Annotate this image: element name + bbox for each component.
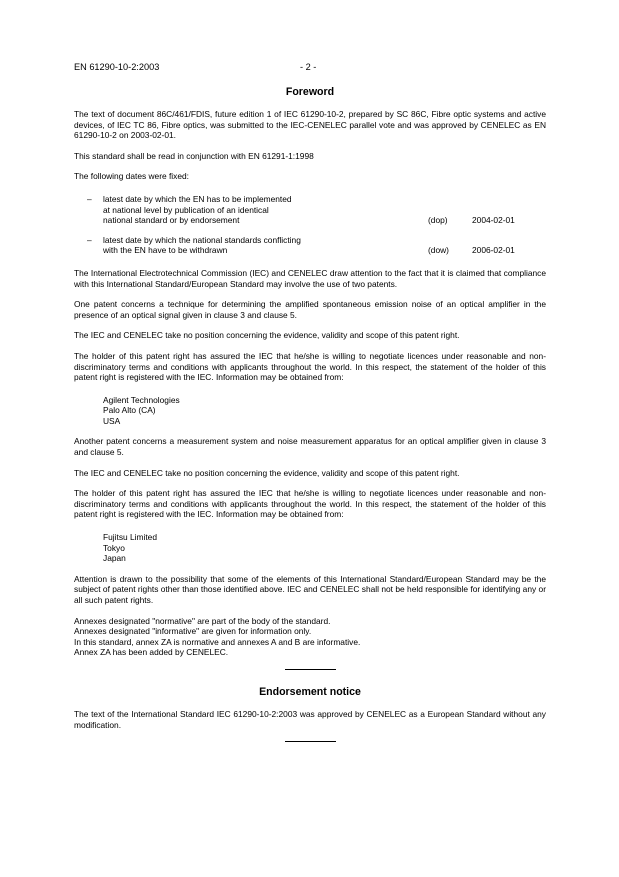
date-abbr: (dow) (428, 245, 449, 256)
address-line: Tokyo (103, 542, 125, 553)
page-header (74, 62, 546, 74)
address-line: Agilent Technologies (103, 394, 180, 405)
annex-notes (74, 616, 546, 658)
date-value: 2006-02-01 (472, 245, 515, 256)
date-item-line: at national level by publication of an identical (103, 204, 269, 215)
date-abbr: (dop) (428, 215, 448, 226)
date-item-line: latest date by which the EN has to be implemented (103, 193, 292, 204)
foreword-title: Foreword (285, 86, 335, 98)
foreword-para-3: The following dates were fixed: (74, 171, 189, 182)
page-number: - 2 - (300, 62, 317, 72)
foreword-para-10: The holder of this patent right has assured the IEC that he/she is willing to negotiate licences under reasonable and non-discriminatory terms and conditions with applicants throughout the world. In this respect, the statement of the holder of this patent right is registered with the IEC. Information may be obtained from: (74, 488, 546, 520)
foreword-para-9: The IEC and CENELEC take no position concerning the evidence, validity and scope of this patent right. (74, 467, 460, 478)
section-divider (74, 664, 546, 674)
foreword-para-7: The holder of this patent right has assured the IEC that he/she is willing to negotiate licences under reasonable and non-discriminatory terms and conditions with applicants throughout the world. In this respect, the statement of the holder of this patent right is registered with the IEC. Information may be obtained from: (74, 350, 546, 383)
list-dash: – (87, 234, 92, 245)
address-line: Japan (103, 553, 126, 564)
document-id: EN 61290-10-2:2003 (74, 62, 160, 72)
address-line: Fujitsu Limited (103, 532, 157, 543)
date-item-line: national standard or by endorsement (103, 215, 240, 226)
foreword-para-11: Attention is drawn to the possibility that some of the elements of this International Standard/European Standard may be the subject of patent rights other than those identified above. IEC and CENELEC shall not be held responsible for identifying any or all such patent rights. (74, 573, 546, 605)
annex-line: In this standard, annex ZA is normative and annexes A and B are informative. (74, 636, 361, 647)
annex-line: Annexes designated "informative" are given for information only. (74, 626, 312, 637)
date-item-line: latest date by which the national standards conflicting (103, 234, 301, 245)
date-item-line: with the EN have to be withdrawn (103, 245, 228, 256)
foreword-para-1: The text of document 86C/461/FDIS, future edition 1 of IEC 61290-10-2, prepared by SC 86C, Fibre optic systems and active devices, of IEC TC 86, Fibre optics, was submitted to the IEC-CENELEC parallel vote and was approved by CENELEC as EN 61290-10-2 on 2003-02-01. (74, 109, 546, 141)
patent-holder-address-1 (74, 395, 546, 427)
annex-line: Annexes designated "normative" are part of the body of the standard. (74, 615, 331, 626)
date-item-dop (74, 194, 546, 226)
annex-line: Annex ZA has been added by CENELEC. (74, 647, 229, 658)
date-item-dow (74, 235, 546, 256)
endorsement-title: Endorsement notice (259, 685, 361, 698)
foreword-para-2: This standard shall be read in conjunction with EN 61291-1:1998 (74, 150, 314, 161)
foreword-para-6: The IEC and CENELEC take no position concerning the evidence, validity and scope of this patent right. (74, 330, 460, 341)
endorsement-text: The text of the International Standard IEC 61290-10-2:2003 was approved by CENELEC as a European Standard without any modification. (74, 708, 546, 730)
foreword-para-8: Another patent concerns a measurement system and noise measurement apparatus for an optical amplifier given in clause 3 and clause 5. (74, 436, 546, 458)
address-line: USA (103, 415, 121, 426)
list-dash: – (87, 193, 92, 204)
section-divider (74, 736, 546, 746)
foreword-para-5: One patent concerns a technique for determining the amplified spontaneous emission noise of an optical amplifier in the presence of an optical signal given in clause 3 and clause 5. (74, 299, 546, 320)
date-value: 2004-02-01 (472, 215, 515, 226)
address-line: Palo Alto (CA) (103, 405, 156, 416)
patent-holder-address-2 (74, 532, 546, 564)
foreword-para-4: The International Electrotechnical Commission (IEC) and CENELEC draw attention to the fact that it is claimed that compliance with this International Standard/European Standard may involve the use of two patents. (74, 267, 546, 289)
